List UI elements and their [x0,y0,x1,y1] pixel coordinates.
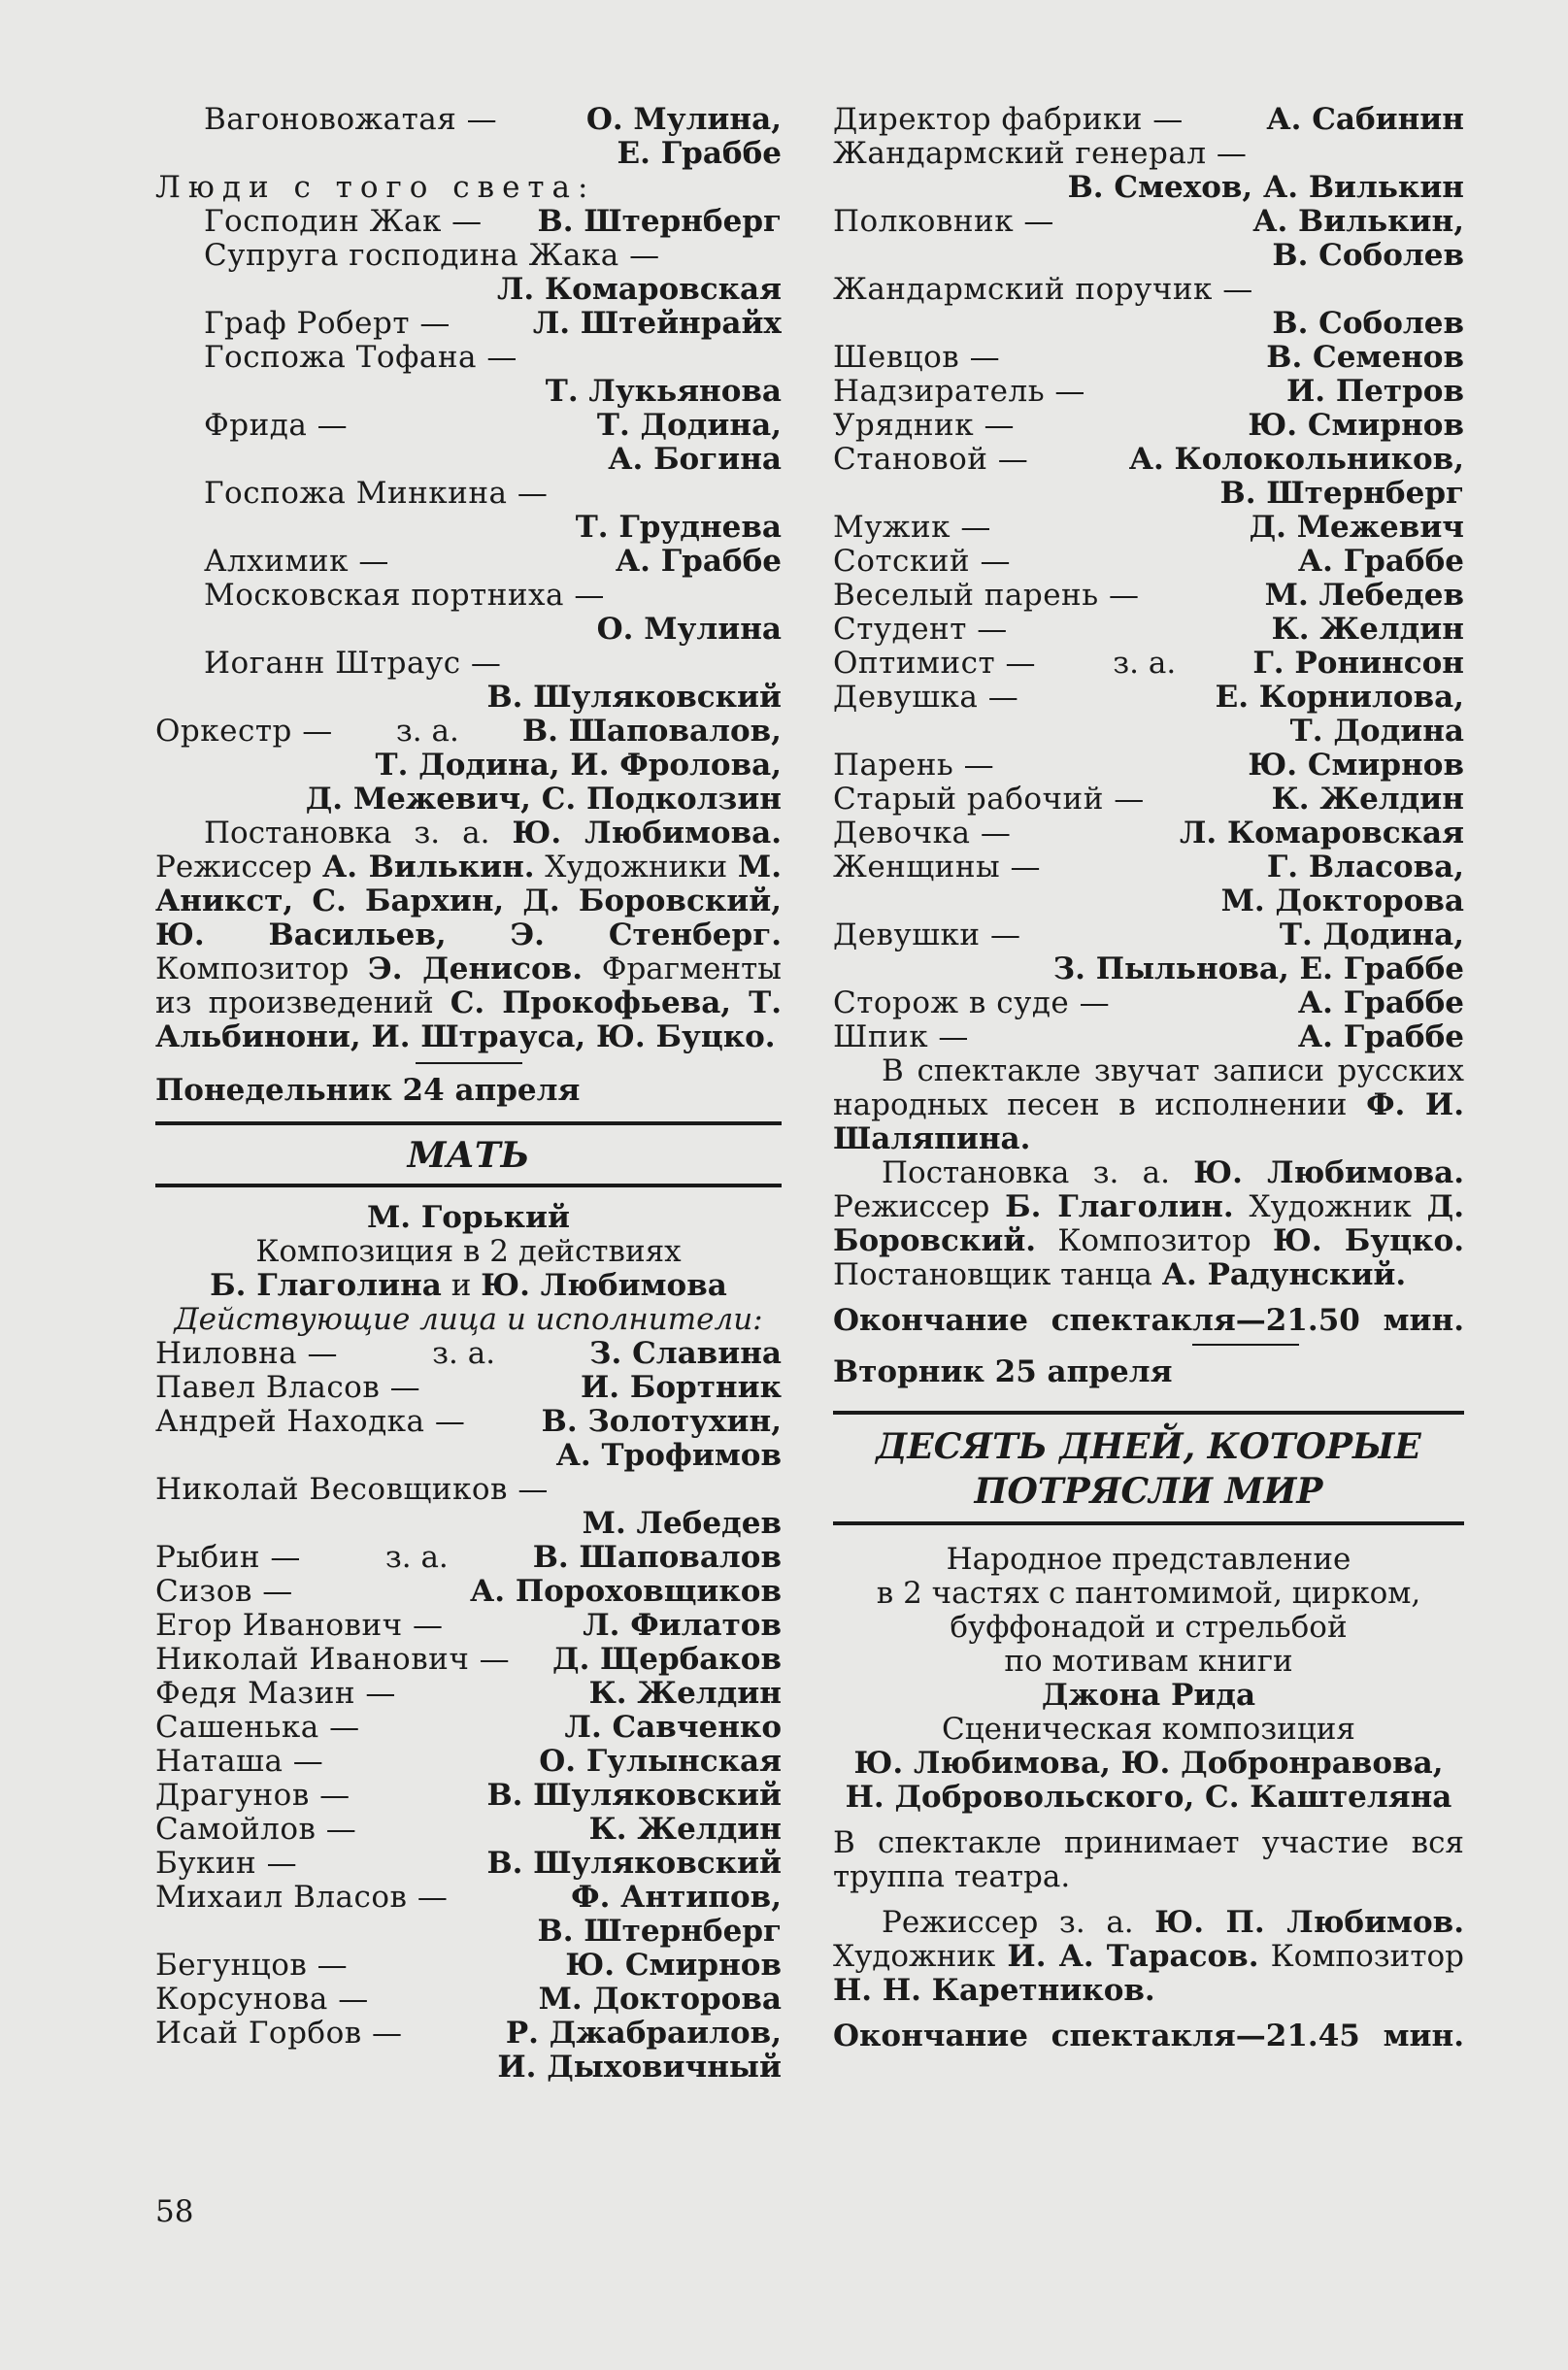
actor-name: М. Лебедев [1264,579,1464,613]
cast-continuation: Д. Межевич, С. Подколзин [305,783,782,817]
role-name: Женщины — [833,851,1042,885]
cast-row [833,137,1464,171]
cast-row [833,817,1464,851]
role-name: Вагоновожатая — [204,103,498,137]
cast-continuation: В. Соболев [1272,239,1464,273]
cast-row [155,647,782,681]
role-name: Жандармский генерал — [833,137,1248,171]
role-name: Госпожа Тофана — [204,341,517,375]
role-name: Букин — [155,1847,298,1881]
cast-row [833,579,1464,613]
role-name: Павел Власов — [155,1371,421,1405]
credit-name: Ю. Буцко. [1273,1223,1465,1258]
actor-name: О. Мулина, [585,103,782,137]
production-credits [833,1156,1464,1292]
play-title: МАТЬ [407,1135,530,1176]
role-name: Егор Иванович — [155,1609,444,1643]
cast-continuation: Т. Лукьянова [545,375,782,409]
cast-continuation: О. Мулина [596,613,782,647]
credit-text: Постановщик танца [833,1257,1162,1292]
cast-row [155,1847,782,1881]
day-heading: Вторник 25 апреля [833,1354,1173,1389]
credit-text: В спектакле звучат записи русских народных песен в исполнении [833,1053,1464,1122]
role-name: Супруга господина Жака — [204,239,660,273]
credit-name: Ю. Любимова. [512,816,782,851]
actor-name: Д. Щербаков [552,1643,782,1677]
cast-continuation: Т. Додина, И. Фролова, [375,749,782,783]
actor-name: А. Колокольников, [1128,443,1464,477]
actor-name: В. Шаповалов [532,1541,782,1575]
role-name: Оркестр — [155,715,333,749]
cast-row [155,1745,782,1779]
role-name: Студент — [833,613,1008,647]
cast-continuation: И. Дыховичный [497,2051,782,2085]
role-name: Надзиратель — [833,375,1085,409]
honorific: з. а. [1113,647,1177,681]
actor-name: Г. Власова, [1266,851,1464,885]
actor-name: Л. Штейнрайх [532,307,782,341]
description-line: буффонадой и стрельбой [950,1610,1348,1645]
cast-row [155,545,782,579]
cast-row [155,1949,782,1983]
role-name: Сизов — [155,1575,293,1609]
cast-row [155,1541,782,1575]
cast-row [833,681,1464,715]
actor-name: Т. Додина, [1279,918,1464,952]
cast-row [155,239,782,273]
credit-name: М. Аникст, С. Бархин, Д. Боровский, Ю. Васильев, Э. Стенберг. [155,850,782,952]
cast-row [155,1983,782,2017]
cast-row [155,1677,782,1711]
honorific: з. а. [384,1541,449,1575]
actor-name: Д. Межевич [1249,511,1464,545]
role-name: Исай Горбов — [155,2017,403,2051]
cast-row [155,1337,782,1371]
role-name: Шевцов — [833,341,1001,375]
cast-row [833,545,1464,579]
cast-row [833,647,1464,681]
role-name: Шпик — [833,1020,969,1054]
credit-text: Режиссер [833,1189,1006,1224]
cast-row [155,715,782,749]
cast-continuation: В. Штернберг [537,1915,782,1949]
cast-continuation: Е. Граббе [617,137,782,171]
credit-name: С. Прокофьева, Т. Альбинони, И. Штрауса, Ю. Буцко. [155,985,782,1054]
role-name: Девочка — [833,817,1012,851]
cast-row [155,1609,782,1643]
actor-name: В. Штернберг [537,205,782,239]
divider [416,1062,522,1064]
actor-name: И. Петров [1286,375,1464,409]
actor-name: О. Гулынская [539,1745,782,1779]
author: М. Горький [366,1200,571,1235]
role-name: Андрей Находка — [155,1405,466,1439]
cast-continuation: В. Штернберг [1219,477,1464,511]
cast-list-continued [155,103,782,817]
cast-row [833,273,1464,307]
credit-name: Н. Н. Каретников. [833,1973,1155,2008]
end-time: Окончание спектакля—21.50 мин. [833,1303,1464,1338]
cast-row [155,477,782,511]
cast-row [155,1575,782,1609]
cast-row [155,103,782,137]
role-name: Московская портниха — [204,579,605,613]
role-name: Веселый парень — [833,579,1140,613]
role-name: Корсунова — [155,1983,369,2017]
troupe-note: В спектакле принимает участие вся труппа театра. [833,1825,1464,1894]
cast-row [155,2017,782,2051]
cast-row [833,511,1464,545]
role-name: Наташа — [155,1745,324,1779]
credit-text: Постановка з. а. [882,1155,1194,1190]
actor-name: З. Славина [589,1337,782,1371]
actor-name: Л. Савченко [564,1711,782,1745]
cast-continuation: Т. Додина [1289,715,1464,749]
cast-row [833,613,1464,647]
description-line: в 2 частях с пантомимой, цирком, [876,1576,1421,1611]
role-name: Директор фабрики — [833,103,1184,137]
role-name: Госпожа Минкина — [204,477,549,511]
role-name: Граф Роберт — [204,307,450,341]
role-name: Оптимист — [833,647,1037,681]
actor-name: И. Бортник [581,1371,782,1405]
actor-name: Г. Ронинсон [1252,647,1464,681]
cast-row [155,579,782,613]
cast-row [155,307,782,341]
production-credits [833,1906,1464,2008]
stage-composition: Сценическая композиция [942,1712,1355,1747]
credit-text: Художники [534,850,738,885]
actor-name: А. Граббе [1297,986,1464,1020]
role-name: Ниловна — [155,1337,339,1371]
credit-name: Б. Глаголин. [1005,1189,1234,1224]
credit-text: Композитор [1258,1939,1464,1974]
role-name: Николай Весовщиков — [155,1473,549,1507]
actor-name: В. Шуляковский [486,1779,782,1813]
cast-row [155,409,782,443]
cast-continuation: В. Соболев [1272,307,1464,341]
left-column [155,103,782,2085]
role-name: Господин Жак — [204,205,483,239]
role-name: Жандармский поручик — [833,273,1253,307]
actor-name: А. Граббе [1297,1020,1464,1054]
description-line: Народное представление [946,1542,1351,1577]
adapters: Б. Глаголина и Ю. Любимова [210,1268,727,1303]
actor-name: А. Сабинин [1266,103,1464,137]
credit-name: Д. Боровский. [833,1189,1464,1258]
actor-name: В. Семенов [1266,341,1464,375]
role-name: Фрида — [204,409,349,443]
credit-name: А. Радунский. [1161,1257,1407,1292]
cast-row [833,851,1464,885]
actor-name: В. Золотухин, [541,1405,782,1439]
actor-name: М. Докторова [538,1983,782,2017]
credit-text: Режиссер [155,850,322,885]
cast-row [155,1473,782,1507]
actor-name: Р. Джабраилов, [505,2017,782,2051]
actor-name: А. Пороховщиков [470,1575,782,1609]
production-credits [155,817,782,1054]
actor-name: Т. Додина, [596,409,782,443]
cast-row [155,1711,782,1745]
credit-text: Художник [833,1939,1008,1974]
role-name: Рыбин — [155,1541,301,1575]
day-heading: Понедельник 24 апреля [155,1073,581,1108]
cast-row [155,1643,782,1677]
cast-row [833,409,1464,443]
role-name: Старый рабочий — [833,783,1145,817]
cast-list [155,1337,782,2085]
cast-row [833,1020,1464,1054]
actor-name: В. Шуляковский [486,1847,782,1881]
role-name: Сашенька — [155,1711,360,1745]
rule-bottom [155,1184,782,1187]
role-name: Алхимик — [204,545,389,579]
role-name: Парень — [833,749,995,783]
rule-top [833,1411,1464,1415]
credit-text: Режиссер з. а. [882,1905,1155,1940]
credit-text: Художник [1233,1189,1427,1224]
right-column [833,103,1464,2053]
role-name: Девушки — [833,918,1021,952]
end-time: Окончание спектакля—21.45 мин. [833,2019,1464,2053]
cast-list-continued [833,103,1464,1054]
cast-row [155,1371,782,1405]
actor-name: Л. Комаровская [1179,817,1464,851]
credit-text: Фрагменты из произведений [155,951,782,1020]
cast-row [155,1405,782,1439]
play-description [833,1543,1464,1679]
cast-row [155,205,782,239]
description-line: по мотивам книги [1004,1644,1293,1679]
role-name: Михаил Власов — [155,1881,449,1915]
play-title-line-1: ДЕСЯТЬ ДНЕЙ, КОТОРЫЕ [876,1426,1421,1467]
credit-name: Ю. П. Любимов. [1154,1905,1464,1940]
actor-name: А. Вилькин, [1252,205,1464,239]
cast-row [833,341,1464,375]
cast-row [155,1881,782,1915]
cast-continuation: В. Шуляковский [486,681,782,715]
actor-name: К. Желдин [1271,783,1464,817]
cast-row [833,375,1464,409]
book-author: Джона Рида [1041,1678,1256,1713]
credit-name: А. Вилькин. [321,850,535,885]
cast-continuation: М. Докторова [1220,885,1464,918]
role-name: Иоганн Штраус — [204,647,502,681]
honorific: з. а. [395,715,459,749]
cast-row [155,341,782,375]
credit-text: Постановка з. а. [204,816,513,851]
cast-row [833,205,1464,239]
cast-continuation: З. Пыльнова, Е. Граббе [1052,952,1464,986]
role-name: Федя Мазин — [155,1677,396,1711]
cast-row [833,918,1464,952]
rule-bottom [833,1521,1464,1525]
credit-text: Композитор [155,951,369,986]
cast-row [833,443,1464,477]
cast-row [833,103,1464,137]
play-title-line-2: ПОТРЯСЛИ МИР [974,1471,1323,1512]
cast-row [155,1779,782,1813]
actor-name: К. Желдин [588,1813,782,1847]
credit-name: И. А. Тарасов. [1007,1939,1259,1974]
cast-row [155,1813,782,1847]
role-name: Мужик — [833,511,991,545]
cast-heading: Действующие лица и исполнители: [174,1302,763,1337]
cast-row [833,986,1464,1020]
cast-row [833,783,1464,817]
music-note [833,1054,1464,1156]
role-name: Сотский — [833,545,1011,579]
actor-name: Е. Корнилова, [1215,681,1464,715]
divider [1192,1344,1299,1346]
composition: Композиция в 2 действиях [255,1234,682,1269]
role-name: Урядник — [833,409,1015,443]
composition-authors-2: Н. Добровольского, С. Каштеляна [845,1780,1452,1815]
actor-name: Л. Филатов [583,1609,782,1643]
actor-name: А. Граббе [1297,545,1464,579]
cast-continuation: Л. Комаровская [496,273,782,307]
role-name: Бегунцов — [155,1949,349,1983]
role-name: Девушка — [833,681,1019,715]
honorific: з. а. [432,1337,496,1371]
cast-continuation: М. Лебедев [582,1507,782,1541]
rule-top [155,1121,782,1125]
role-name: Полковник — [833,205,1054,239]
credit-text: Композитор [1036,1223,1273,1258]
role-name: Становой — [833,443,1029,477]
page-number: 58 [155,2194,194,2229]
composition-authors-1: Ю. Любимова, Ю. Добронравова, [853,1746,1444,1781]
cast-continuation: В. Смехов, А. Вилькин [1067,171,1464,205]
actor-name: К. Желдин [1271,613,1464,647]
actor-name: В. Шаповалов, [521,715,782,749]
actor-name: Ю. Смирнов [565,1949,782,1983]
role-name: Драгунов — [155,1779,350,1813]
actor-name: Ю. Смирнов [1248,749,1464,783]
cast-continuation: А. Трофимов [555,1439,782,1473]
actor-name: Ф. Антипов, [571,1881,782,1915]
cast-continuation: А. Богина [608,443,782,477]
credit-name: Ю. Любимова. [1193,1155,1464,1190]
cast-group-heading: Люди с того света: [155,171,596,205]
role-name: Самойлов — [155,1813,357,1847]
actor-name: К. Желдин [588,1677,782,1711]
actor-name: А. Граббе [615,545,782,579]
cast-row [833,749,1464,783]
role-name: Николай Иванович — [155,1643,511,1677]
cast-continuation: Т. Груднева [575,511,782,545]
credit-name: Э. Денисов. [368,951,584,986]
credit-name: Ф. И. Шаляпина. [833,1087,1465,1156]
actor-name: Ю. Смирнов [1248,409,1464,443]
role-name: Сторож в суде — [833,986,1111,1020]
